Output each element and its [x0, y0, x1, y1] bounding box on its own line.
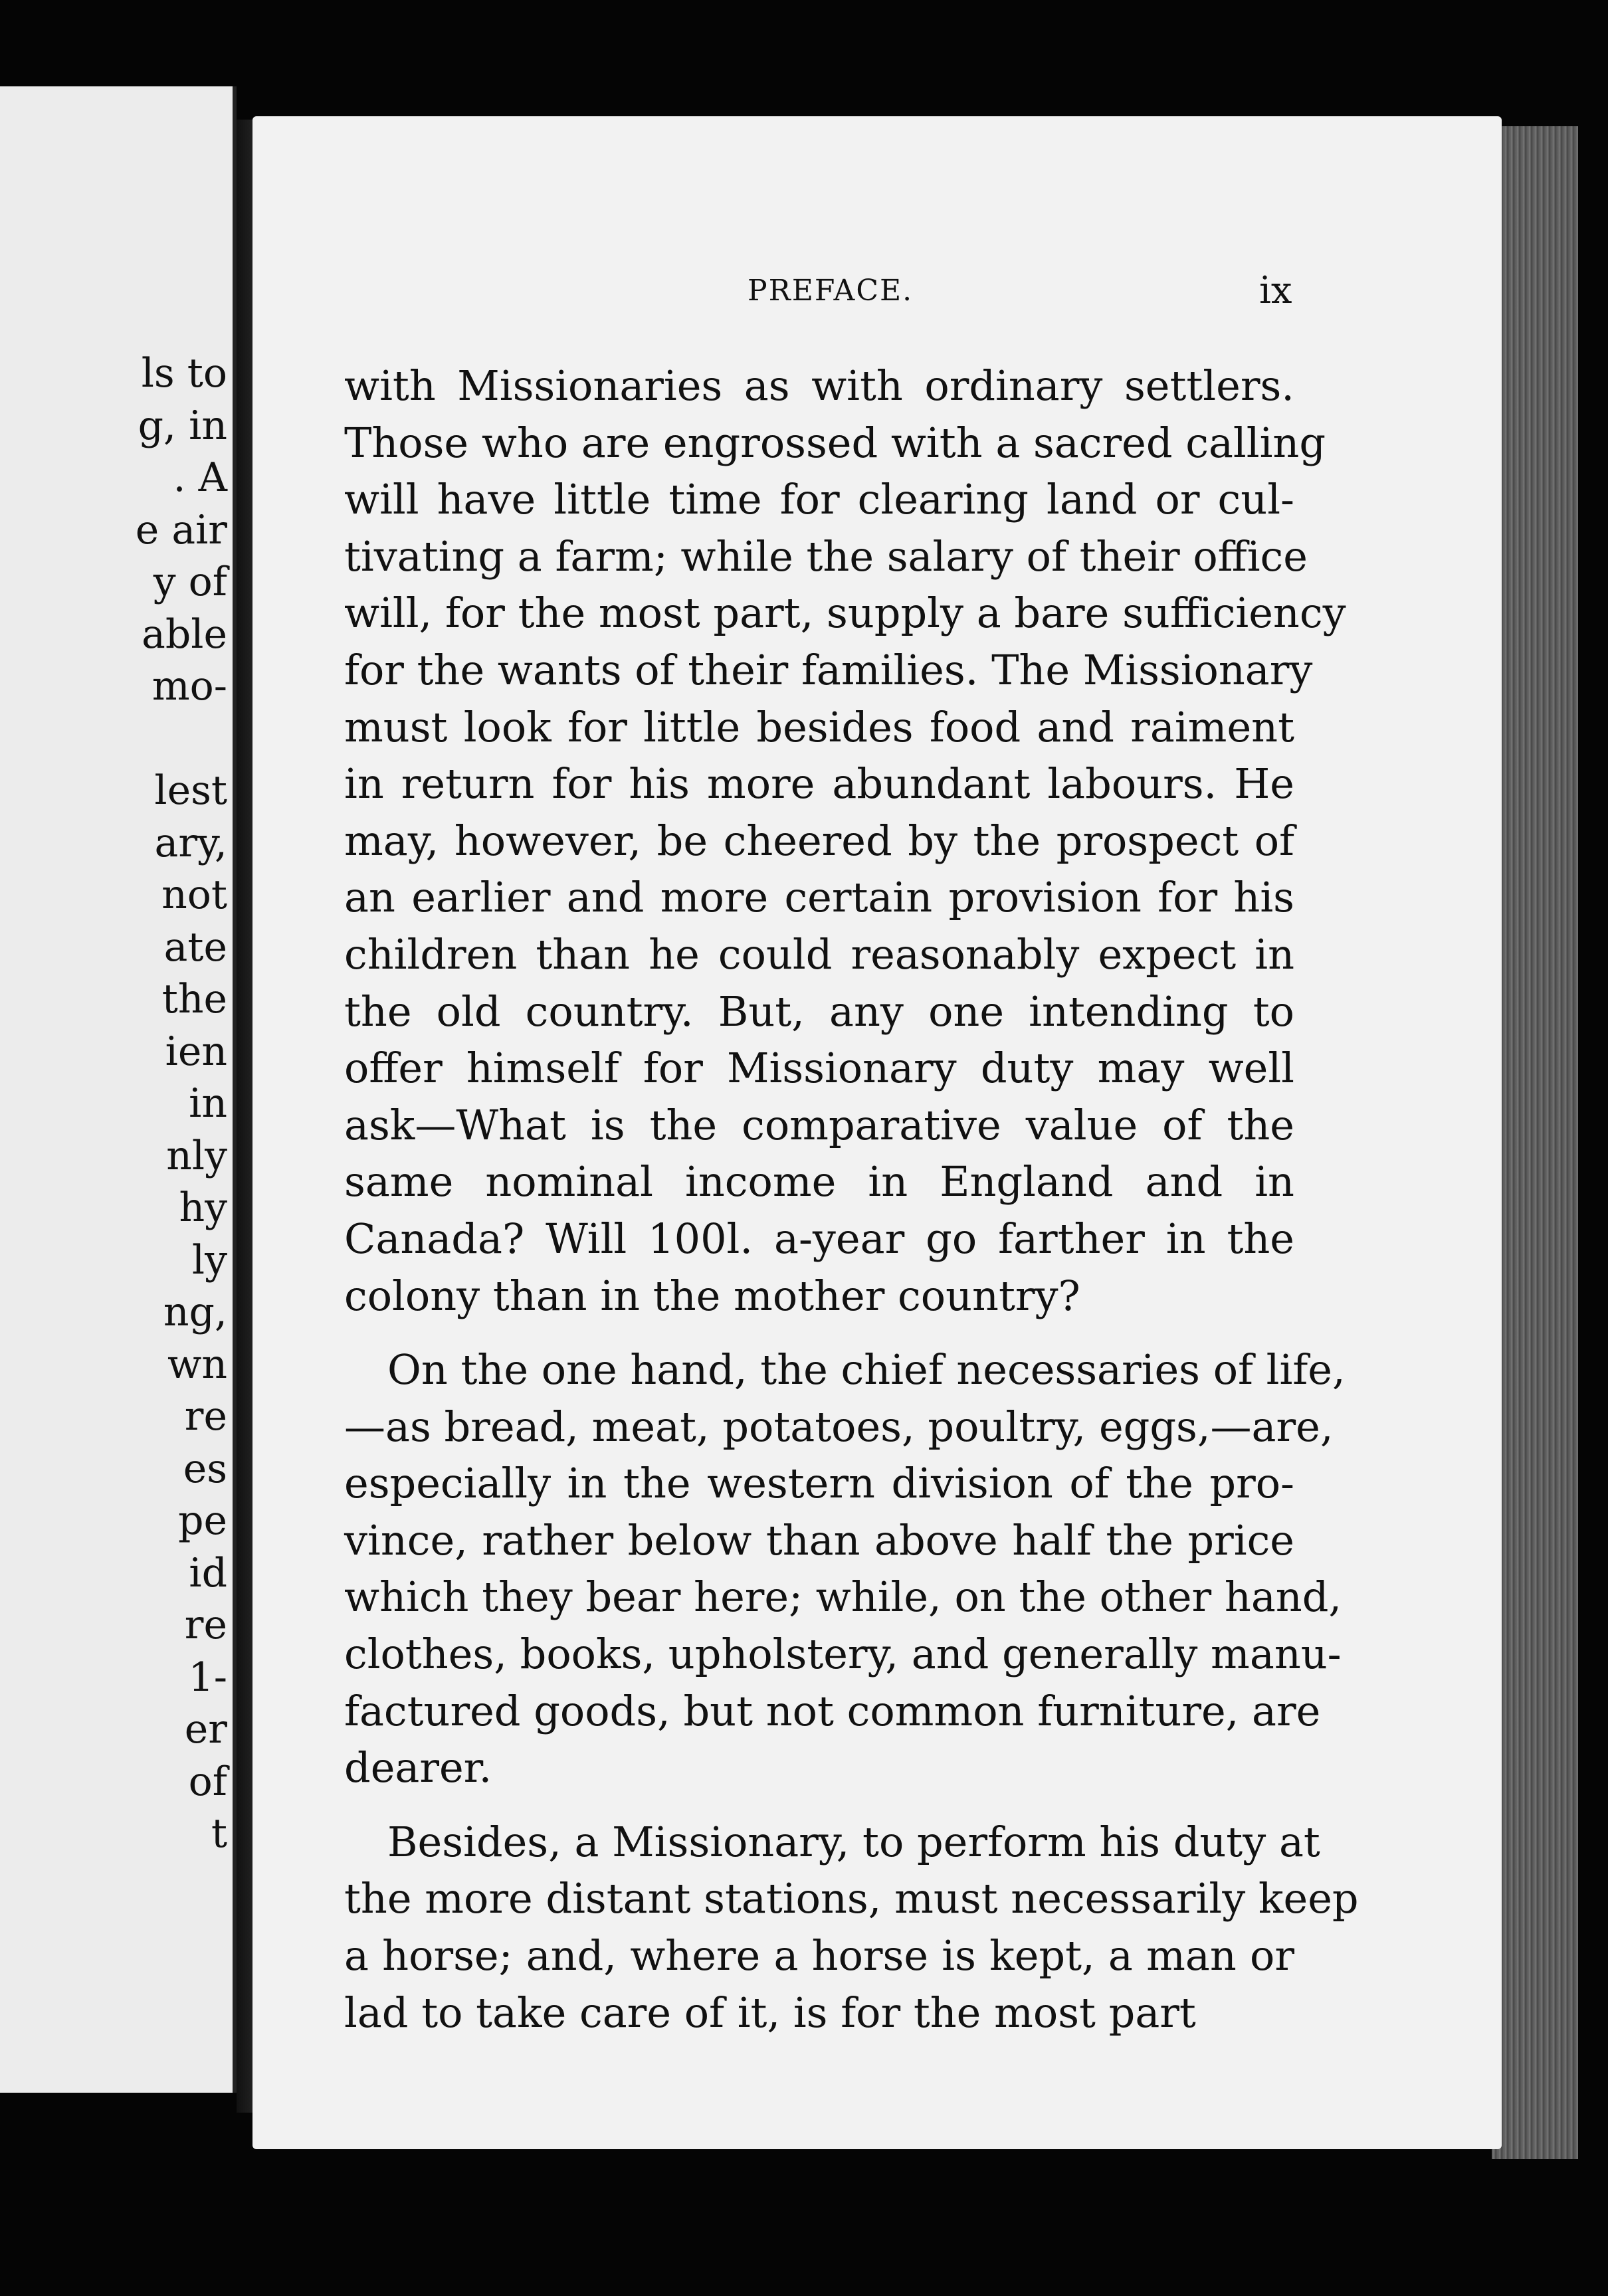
left-fragment-line: the: [161, 976, 227, 1022]
left-fragment-line: e air: [135, 506, 227, 553]
text-line: which they bear here; while, on the other hand,: [344, 1573, 1342, 1622]
text-line: in return for his more abundant labours. He: [344, 759, 1294, 809]
text-line: colony than in the mother country?: [344, 1271, 1080, 1320]
text-line: dearer.: [344, 1743, 492, 1792]
paragraph: [344, 1814, 1359, 2041]
text-line: vince, rather below than above half the price: [344, 1515, 1294, 1565]
text-line: with Missionaries as with ordinary settlers.: [344, 361, 1294, 410]
left-fragment-line: ly: [191, 1236, 227, 1284]
text-line: On the one hand, the chief necessaries of life,: [387, 1345, 1346, 1394]
text-line: the old country. But, any one intending to: [344, 987, 1294, 1036]
left-fragment-line: t: [211, 1810, 227, 1857]
text-line: may, however, be cheered by the prospect of: [344, 816, 1294, 865]
left-fragment-line: not: [161, 872, 227, 918]
left-fragment-line: of: [188, 1758, 227, 1805]
text-line: ask—What is the comparative value of the: [344, 1100, 1294, 1149]
left-fragment-line: re: [184, 1602, 227, 1648]
left-fragment-line: y of: [153, 559, 227, 605]
text-line: a horse; and, where a horse is kept, a man or: [344, 1931, 1294, 1980]
left-fragment-line: able: [142, 611, 227, 658]
left-fragment-line: mo-: [151, 663, 227, 710]
left-page-text: [136, 345, 227, 1858]
left-fragment-line: ng,: [163, 1289, 227, 1335]
left-fragment-line: id: [189, 1549, 227, 1596]
text-line: for the wants of their families. The Missionary: [344, 645, 1313, 694]
left-fragment-line: hy: [179, 1185, 227, 1231]
text-line: especially in the western division of the pro-: [344, 1459, 1294, 1508]
left-fragment-line: re: [184, 1393, 227, 1440]
left-fragment-line: ien: [165, 1028, 227, 1075]
text-line: Besides, a Missionary, to perform his duty at: [387, 1817, 1320, 1866]
left-fragment-line: ate: [163, 923, 227, 971]
left-fragment-line: pe: [178, 1497, 227, 1544]
text-line: will have little time for clearing land or cul-: [344, 475, 1294, 524]
text-line: lad to take care of it, is for the most part: [344, 1988, 1196, 2037]
left-fragment-line: er: [184, 1706, 227, 1753]
text-line: must look for little besides food and raiment: [344, 702, 1294, 751]
text-line: factured goods, but not common furniture, are: [344, 1686, 1321, 1735]
text-line: an earlier and more certain provision for his: [344, 873, 1294, 922]
text-line: Canada? Will 100l. a-year go farther in the: [344, 1214, 1294, 1263]
left-fragment-line: ary,: [154, 819, 227, 866]
left-fragment-line: 1-: [188, 1654, 227, 1701]
left-fragment-line: g, in: [138, 402, 227, 449]
left-page-fragment: [0, 86, 237, 2093]
text-line: offer himself for Missionary duty may well: [344, 1044, 1294, 1093]
text-line: clothes, books, upholstery, and generally manu-: [344, 1630, 1342, 1679]
left-fragment-line: lest: [154, 767, 227, 814]
left-fragment-line: wn: [167, 1341, 227, 1388]
text-line: tivating a farm; while the salary of their office: [344, 531, 1308, 581]
paragraph: [344, 357, 1346, 1324]
text-line: same nominal income in England and in: [344, 1157, 1294, 1206]
left-fragment-line: in: [189, 1080, 227, 1127]
left-fragment-line: . A: [173, 454, 227, 501]
body-text: [344, 357, 1359, 2041]
left-fragment-line: es: [183, 1445, 227, 1492]
running-header: PREFACE.: [748, 274, 914, 308]
text-line: children than he could reasonably expect in: [344, 929, 1294, 979]
text-line: will, for the most part, supply a bare sufficiency: [344, 589, 1346, 638]
text-line: —as bread, meat, potatoes, poultry, eggs,—are,: [344, 1402, 1334, 1451]
left-fragment-line: ls to: [141, 350, 227, 397]
page-edges: [1492, 126, 1578, 2159]
left-fragment-line: nly: [166, 1132, 227, 1179]
text-line: the more distant stations, must necessarily keep: [344, 1874, 1359, 1923]
page-number: ix: [1259, 269, 1292, 312]
text-line: Those who are engrossed with a sacred calling: [344, 418, 1326, 467]
paragraph: [344, 1341, 1346, 1796]
left-fragment-line: [136, 711, 227, 763]
